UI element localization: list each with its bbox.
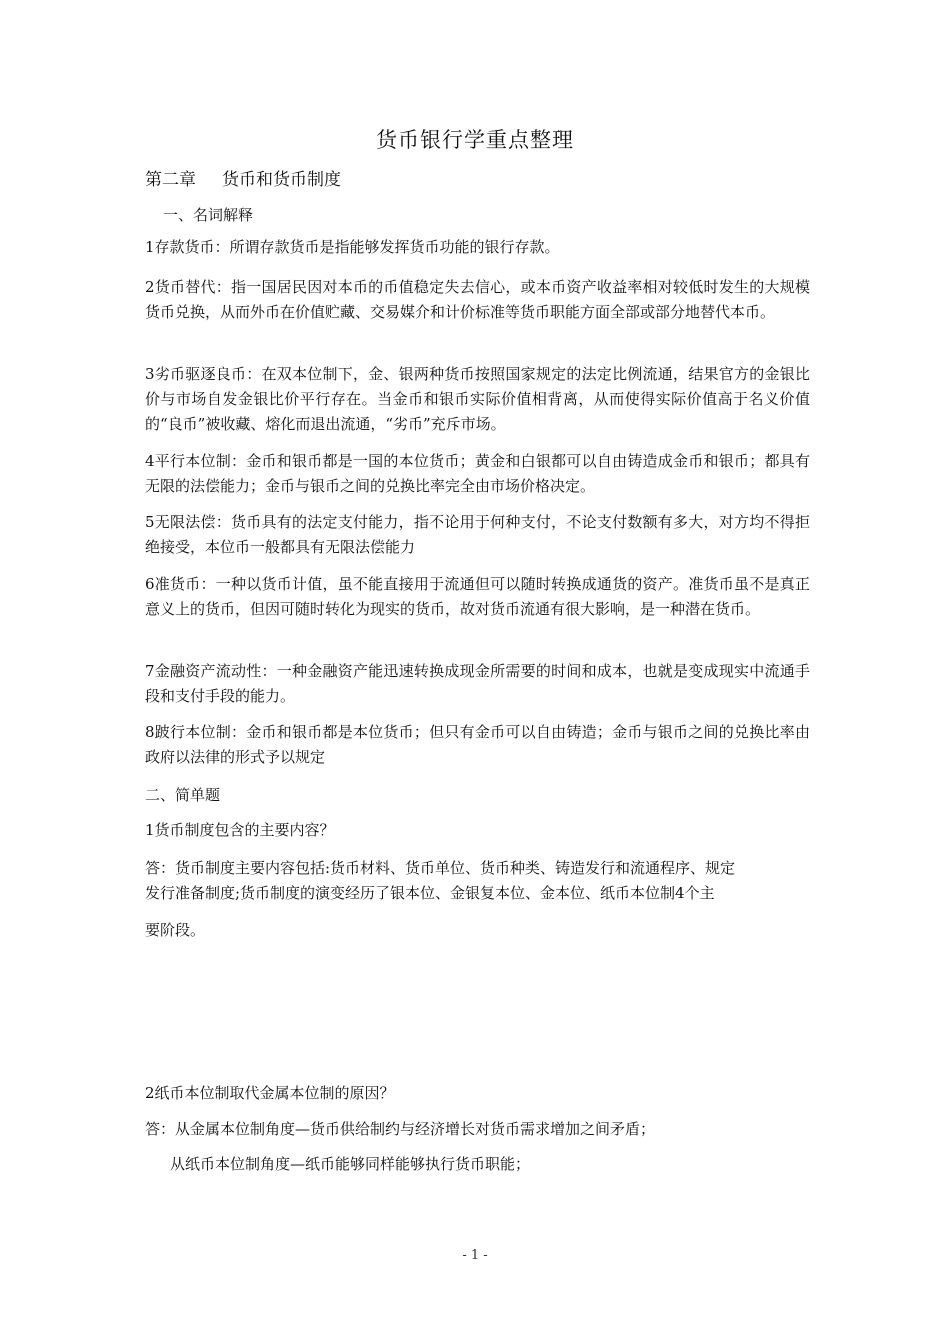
chapter-heading bbox=[145, 165, 341, 190]
document-title: 货币银行学重点整理 bbox=[376, 128, 574, 152]
answer-2-line-1: 答：从金属本位制角度—货币供给制约与经济增长对货币需求增加之间矛盾； bbox=[145, 1120, 656, 1138]
question-1: 1货币制度包含的主要内容？ bbox=[145, 821, 335, 839]
term-paragraph: 3劣币驱逐良币：在双本位制下，金、银两种货币按照国家规定的法定比例流通，结果官方的金银比价与市场自发金银比价平行存在。当金币和银币实际价值相背离，从而使得实际价值高于名义价值的“良币”被收藏、熔化而退出流通，“劣币”充斥市场。 bbox=[145, 365, 810, 433]
term-paragraph: 4平行本位制：金币和银币都是一国的本位货币；黄金和白银都可以自由铸造成金币和银币；都具有无限的法偿能力；金币与银币之间的兑换比率完全由市场价格决定。 bbox=[145, 452, 810, 495]
answer-2-line-2: 从纸币本位制角度—纸币能够同样能够执行货币职能； bbox=[170, 1155, 531, 1173]
chapter-number: 第二章 bbox=[145, 170, 196, 190]
answer-1-line-2: 发行准备制度;货币制度的演变经历了银本位、金银复本位、金本位、纸币本位制4个主 bbox=[145, 884, 715, 902]
section-heading-short-answer: 二、简单题 bbox=[145, 786, 221, 804]
term-paragraph: 7金融资产流动性：一种金融资产能迅速转换成现金所需要的时间和成本，也就是变成现实中流通手段和支付手段的能力。 bbox=[145, 662, 810, 705]
answer-1-line-3: 要阶段。 bbox=[145, 921, 206, 939]
term-paragraph: 2货币替代：指一国居民因对本币的币值稳定失去信心，或本币资产收益率相对较低时发生的大规模货币兑换，从而外币在价值贮藏、交易媒介和计价标准等货币职能方面全部或部分地替代本币。 bbox=[145, 278, 810, 321]
chapter-title: 货币和货币制度 bbox=[222, 170, 341, 190]
page-number: - 1 - bbox=[462, 1248, 488, 1263]
term-paragraph: 6准货币：一种以货币计值，虽不能直接用于流通但可以随时转换成通货的资产。准货币虽不是真正意义上的货币，但因可随时转化为现实的货币，故对货币流通有很大影响，是一种潜在货币。 bbox=[145, 575, 810, 618]
term-paragraph: 1存款货币：所谓存款货币是指能够发挥货币功能的银行存款。 bbox=[145, 238, 560, 256]
question-2: 2纸币本位制取代金属本位制的原因？ bbox=[145, 1084, 395, 1102]
term-paragraph: 8跛行本位制：金币和银币都是本位货币；但只有金币可以自由铸造；金币与银币之间的兑换比率由政府以法律的形式予以规定 bbox=[145, 723, 810, 766]
term-paragraph: 5无限法偿：货币具有的法定支付能力，指不论用于何种支付，不论支付数额有多大，对方均不得拒绝接受，本位币一般都具有无限法偿能力 bbox=[145, 513, 810, 556]
section-heading-terms: 一、名词解释 bbox=[163, 206, 254, 224]
answer-1-line-1: 答：货币制度主要内容包括:货币材料、货币单位、货币种类、铸造发行和流通程序、规定 bbox=[145, 859, 736, 877]
